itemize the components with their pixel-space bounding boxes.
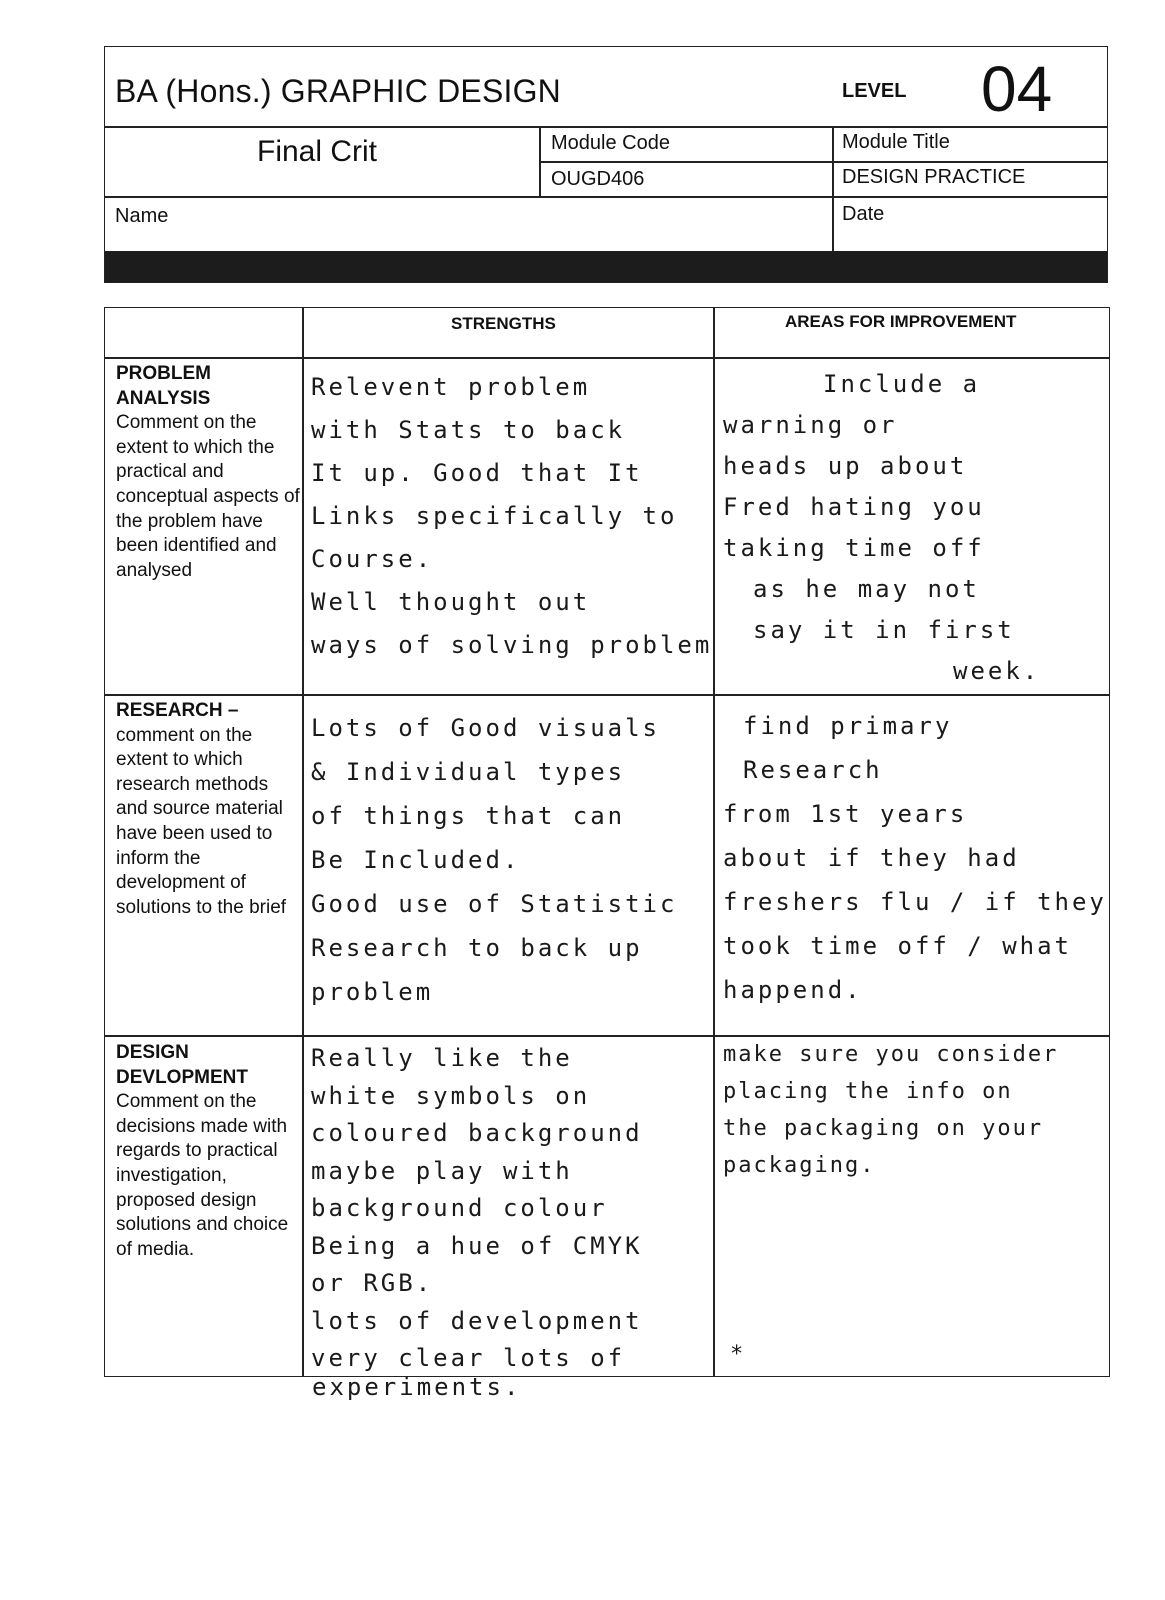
- note-line: coloured background: [311, 1119, 643, 1147]
- note-line: Being a hue of CMYK: [311, 1231, 643, 1260]
- note-line: lots of development: [311, 1306, 643, 1335]
- note-line: about if they had: [723, 844, 1020, 872]
- note-line: Fred hating you: [723, 493, 985, 521]
- criterion-title: RESEARCH –: [116, 700, 239, 721]
- note-line: make sure you consider: [723, 1042, 1059, 1067]
- strengths-design-development: [311, 1040, 643, 1378]
- divider: [713, 308, 715, 1376]
- note-line: the packaging on your: [723, 1116, 1044, 1141]
- note-line: heads up about: [723, 452, 968, 480]
- note-line: Course.: [311, 545, 434, 573]
- criterion-description: Comment on the extent to which the practical and conceptual aspects of the problem have been identified and analysed: [116, 412, 300, 581]
- note-line: Research: [743, 756, 883, 784]
- module-code-label: Module Code: [551, 132, 670, 154]
- criterion-research: [116, 699, 301, 920]
- note-line: of things that can: [311, 802, 626, 830]
- note-line: from 1st years: [723, 800, 968, 828]
- note-line: week.: [953, 657, 1041, 685]
- divider: [539, 126, 541, 196]
- note-line: Links specifically to: [311, 502, 678, 530]
- note-line: say it in first: [753, 616, 1015, 644]
- column-header-strengths: STRENGTHS: [451, 314, 556, 333]
- note-line: It up. Good that It: [311, 459, 643, 487]
- improvement-design-development: [723, 1036, 1058, 1184]
- note-line: Really like the: [311, 1044, 573, 1072]
- strengths-research: [311, 706, 677, 1014]
- note-line: & Individual types: [311, 758, 626, 786]
- divider: [105, 126, 540, 128]
- column-header-improvement: AREAS FOR IMPROVEMENT: [785, 312, 1017, 331]
- module-title-value: DESIGN PRACTICE: [842, 166, 1026, 188]
- note-line: maybe play with: [311, 1156, 573, 1185]
- criterion-problem-analysis: [116, 362, 301, 583]
- note-line: freshers flu / if they: [723, 888, 1107, 916]
- note-line: taking time off: [723, 534, 985, 562]
- divider: [105, 694, 1109, 696]
- note-line: white symbols on: [311, 1081, 591, 1110]
- divider: [105, 357, 1109, 359]
- overflow-handwritten-note: experiments.: [312, 1373, 522, 1401]
- note-line: with Stats to back: [311, 416, 626, 444]
- divider: [540, 126, 1107, 128]
- note-line: happend.: [723, 976, 863, 1004]
- level-label: LEVEL: [842, 80, 907, 102]
- note-line: very clear lots of: [311, 1344, 626, 1372]
- improvement-problem-analysis: [723, 364, 1040, 692]
- assessment-table: [104, 307, 1110, 1377]
- note-line: background colour: [311, 1194, 608, 1222]
- note-line: took time off / what: [723, 932, 1072, 960]
- note-line: ways of solving problem: [311, 631, 713, 659]
- note-line: Be Included.: [311, 846, 521, 874]
- form-header: [104, 46, 1108, 283]
- criterion-title: DESIGN DEVLOPMENT: [116, 1042, 248, 1088]
- note-line: Research to back up: [311, 934, 643, 962]
- note-line: packaging.: [723, 1153, 876, 1178]
- date-label: Date: [842, 203, 885, 225]
- star-mark: *: [730, 1342, 744, 1367]
- divider: [105, 196, 1107, 198]
- note-line: Well thought out: [311, 588, 591, 616]
- programme-title: BA (Hons.) GRAPHIC DESIGN: [115, 73, 561, 109]
- divider: [540, 161, 1107, 163]
- note-line: find primary: [743, 712, 953, 740]
- level-value: 04: [981, 53, 1053, 125]
- note-line: problem: [311, 978, 434, 1006]
- note-line: warning or: [723, 411, 898, 439]
- note-line: or RGB.: [311, 1269, 434, 1297]
- divider: [832, 126, 834, 252]
- name-label: Name: [115, 205, 169, 227]
- header-black-bar: [105, 251, 1107, 282]
- criterion-description: Comment on the decisions made with regards to practical investigation, proposed design solutions and choice of media.: [116, 1091, 289, 1260]
- criterion-description: comment on the extent to which research methods and source material have been used to inform the development of solutions to the brief: [116, 724, 287, 918]
- criterion-design-development: [116, 1041, 301, 1262]
- module-code-value: OUGD406: [551, 168, 645, 190]
- improvement-research: [723, 704, 1107, 1012]
- module-title-label: Module Title: [842, 131, 950, 153]
- note-line: Good use of Statistic: [311, 890, 678, 918]
- note-line: as he may not: [753, 575, 980, 603]
- note-line: Lots of Good visuals: [311, 714, 660, 742]
- divider: [302, 308, 304, 1376]
- note-line: Relevent problem: [311, 373, 591, 401]
- strengths-problem-analysis: [311, 366, 712, 667]
- note-line: placing the info on: [723, 1079, 1013, 1104]
- note-line: Include a: [823, 370, 981, 398]
- form-title: Final Crit: [257, 135, 378, 168]
- criterion-title: PROBLEM ANALYSIS: [116, 363, 211, 409]
